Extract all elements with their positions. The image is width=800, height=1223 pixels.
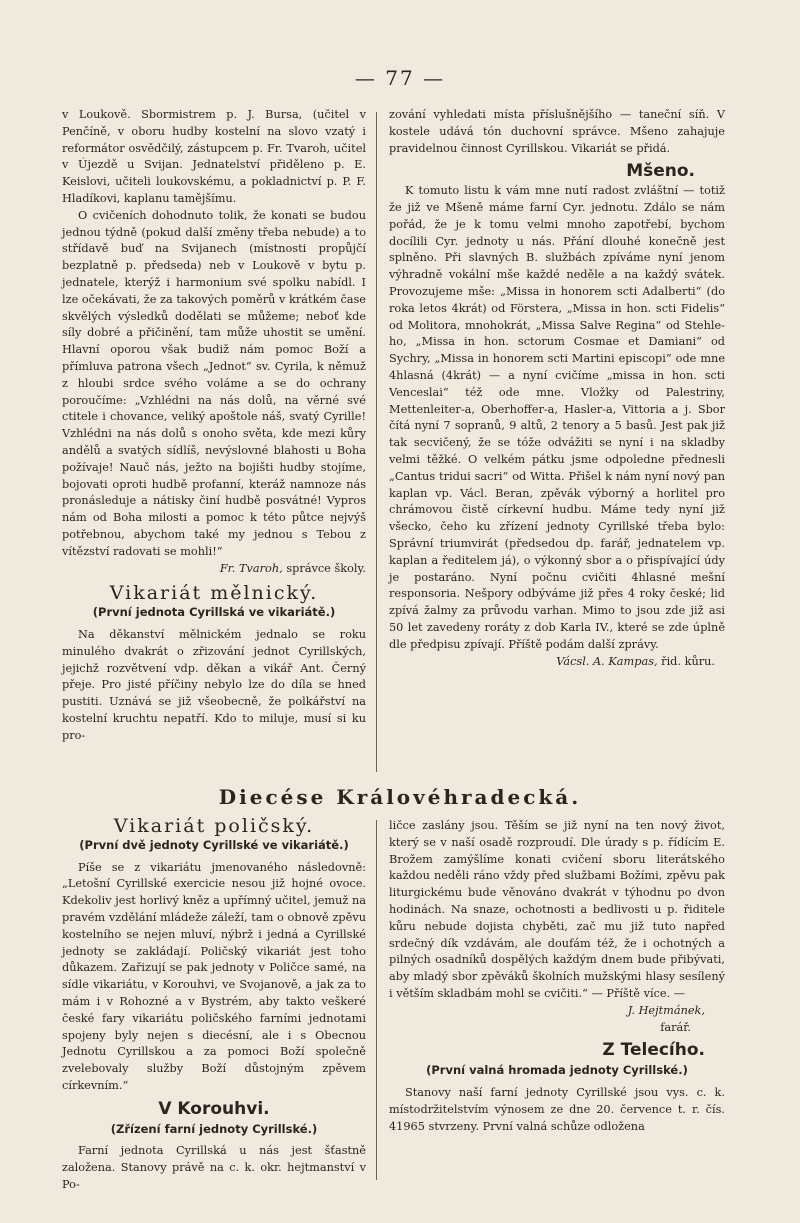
column-top-left xyxy=(62,107,366,744)
signature-name: Fr. Tvaroh, xyxy=(219,561,283,575)
paragraph: ličce zaslány jsou. Těším se již nyní na ten nový život, který se v naší osadě rozproudí. Dle úrady s p. řídícím E. Brožem zamýšlíme konati cvičení sboru literátského každou neděli ráno vždy před službami Božími, zpěvu pak liturgickému bude věnováno dvakrát v týhodnu po dvon hodinách. Na snaze, ochotnosti a bedlivosti u p. řiditele kůru nebude dojista chyběti, zač mu již tuto napřed srdečný dík vzdávám, ale doufám též, že i ochotných a pilných osadníků dospělých každým dnem bude přibývati, aby mladý sbor zpěváků školních mužskými hlasy sesílený i větším skladbám mohl se cvičiti.“ — Příště více. — xyxy=(389,819,725,1000)
paragraph: v Loukově. Sbormistrem p. J. Bursa, (učitel v Penčíně, v oboru hudby kostelní na slovo vzatý i reformátor osvědčilý, zástupcem p. Fr. Tvaroh, učitel v Újezdě u Svijan. Jednatelství přiděleno p. E. Keislovi, učiteli loukovskému, a pokladnictví p. P. F. Hladíkovi, kaplanu tamějšímu. xyxy=(62,108,366,205)
section-subheading: (První valná hromada jednoty Cyrillské.) xyxy=(426,1063,688,1078)
page-number: — 77 — xyxy=(354,66,446,90)
paragraph: Na děkanství mělnickém jednalo se roku minulého dvakrát o zřizování jednot Cyrillských, jejichž rozvětvení vdp. děkan a vikář Ant. Černý přeje. Pro jisté příčiny nebylo lze do díla se hned pustiti. Uznává se již všeobecně, že polkářství na kostelní kruchtu nepatří. Kdo to miluje, musí si ku pro- xyxy=(62,627,366,742)
section-heading: Vikariát mělnický. xyxy=(109,582,319,605)
section-heading: V Korouhvi. xyxy=(158,1098,270,1119)
column-divider-top xyxy=(376,112,377,772)
section-heading: Vikariát poličský. xyxy=(113,815,315,837)
section-heading: Z Telecího. xyxy=(602,1040,705,1061)
section-heading: Mšeno. xyxy=(626,161,695,182)
paragraph: K tomuto listu k vám mne nutí radost zvláštní — totiž že již ve Mšeně máme farní Cyr. jednotu. Zdálo se nám pořád, že je k tomu velmi mnoho zapotřebí, bychom docílili Cyr. jednoty u nás. Přání dlouhé konečně jest splněno. Při slavných B. službách zpíváme nyní jenom výhradně vokální mše každé neděle a na každý svátek. Provozujeme mše: „Missa in honorem scti Adalberti“ (do roka letos 4krát) od Förstera, „Missa in hon. scti Fidelis“ od Molitora, mnohokrát, „Missa Salve Regina“ od Stehle-ho, „Missa in hon. sctorum Cosmae et Damiani“ od Sychry, „Missa in honorem scti Martini episcopi“ ode mne 4hlasná (4krát) — a nyní cvičíme „missa in hon. scti Venceslai“ též ode mne. Vložky od Palestriny, Mettenleiter-a, Oberhoffer-a, Hasler-a, Vittoria a j. Sbor čítá nyní 7 sopranů, 9 altů, 2 tenory a 5 basů. Jest pak již tak secvičený, že se tóže odvážiti se nyní i na skladby velmi těžké. O velkém pátku jsme odpoledne přednesli „Cantus tridui sacri“ od Witta. Přišel k nám nyní nový pan kaplan vp. Václ. Beran, zpěvák výborný a horlitel pro chrámovou čistě církevní hudbu. Máme tedy nyní již všecko, čeho ku zřízení jednoty Cyrillské třeba bylo: Správní triumvirát (předsedou dp. farář, jednatelem vp. kaplan a ředitelem já), o výkonný sbor a o přispívající údy je postaráno. Nyní počnu cvičiti 4hlasné mešní responsoria. Nešpory odbýváme již přes 4 roky české; lid zpívá žalmy za průvodu varhan. Mimo to jsou zde již asi 50 let zavedeny roráty z dob Karla IV., které se zde úplně dle předpisu zpívají. Příště podám další zprávy. xyxy=(389,184,725,651)
paragraph: Farní jednota Cyrillská u nás jest šťastně založena. Stanovy právě na c. k. okr. hejtmanství v Po- xyxy=(62,1144,366,1191)
column-top-right xyxy=(389,107,725,670)
signature-role: řid. kůru. xyxy=(661,654,715,668)
signature-role: farář. xyxy=(660,1020,691,1034)
column-divider-bottom xyxy=(376,820,377,1180)
column-bottom-left xyxy=(62,815,366,1194)
paragraph: O cvičeních dohodnuto tolik, že konati se budou jednou týdně (pokud další změny třeba nebude) a to střídavě buď na Svijanech (místnosti propůjčí bezplatně p. předseda) neb v Loukově v bytu p. jednatele, kterýž i harmonium své spolku nabídl. I lze očekávati, že za takových poměrů v krátkém čase skvělých výsledků dodělati se můžeme; neboť kde síly dobré a přičinění, tam může uhostit se umění. Hlavní oporou však budiž nám pomoc Boží a přímluva patrona všech „Jednot“ sv. Cyrila, k němuž z hloubi srdce svého voláme a se do ochrany poroučíme: „Vzhlédni na nás dolů, na věrné své ctitele i chovance, veliký apoštole náš, svatý Cyrille! Vzhlédni na nás dolů s onoho světa, kde mezi kůry andělů a svatých sídlíš, nevýslovné blahosti u Boha požívaje! Nauč nás, ježto na bojišti hudby stojíme, bojovati oproti hudbě profanní, kteráž namnoze nás pronásleduje a nátisky činí hudbě posvátné! Vypros nám od Boha milosti a pomoc k této půtce nejvýš potřebnou, abychom také my jednou s Tebou z vítězství radovati se mohli!“ xyxy=(62,208,366,558)
column-bottom-right xyxy=(389,818,725,1135)
signature-name: J. Hejtmánek, xyxy=(627,1003,705,1017)
section-subheading: (První jednota Cyrillská ve vikariátě.) xyxy=(92,605,336,620)
signature-name: Vácsl. A. Kampas, xyxy=(556,654,658,668)
paragraph: zování vyhledati místa příslušnějšího — taneční síň. V kostele udává tón duchovní správce. Mšeno zahajuje pravidelnou činnost Cyrillskou. Vikariát se přidá. xyxy=(389,108,725,155)
signature xyxy=(389,654,715,671)
paragraph: Píše se z vikariátu jmenovaného následovně: „Letošní Cyrillské exercicie nesou již hojné ovoce. Kdekoliv jest horlivý kněz a upřímný učitel, jemuž na pravém vzdělání mládeže záleží, tam o obnově zpěvu kostelního se nejen mluví, nýbrž i jedná a Cyrillské jednoty se zakládají. Poličský vikariát jest toho důkazem. Zařizují se pak jednoty v Poličce samé, na sídle vikariátu, v Korouhvi, ve Svojanově, a jak za to mám i v Rohozné a v Bystrém, aby takto veškeré české fary vikariátu poličského farními jednotami spojeny byly nejen s diecésní, ale i s Obecnou Jednotu Cyrillskou a za pomoci Boží společně zvelebovaly služby Boží důstojným zpěvem církevním.“ xyxy=(62,860,366,1092)
paragraph: Stanovy naší farní jednoty Cyrillské jsou vys. c. k. místodržitelstvím výnosem ze dne 20. července t. r. čís. 41965 stvrzeny. První valná schůze odložena xyxy=(389,1085,725,1133)
signature-role: správce školy. xyxy=(286,561,366,575)
signature xyxy=(62,561,366,578)
diocese-heading: Diecése Královéhradecká. xyxy=(218,785,582,809)
section-subheading: (První dvě jednoty Cyrillské ve vikariátě.) xyxy=(79,837,349,852)
section-subheading: (Zřízení farní jednoty Cyrillské.) xyxy=(110,1121,318,1136)
